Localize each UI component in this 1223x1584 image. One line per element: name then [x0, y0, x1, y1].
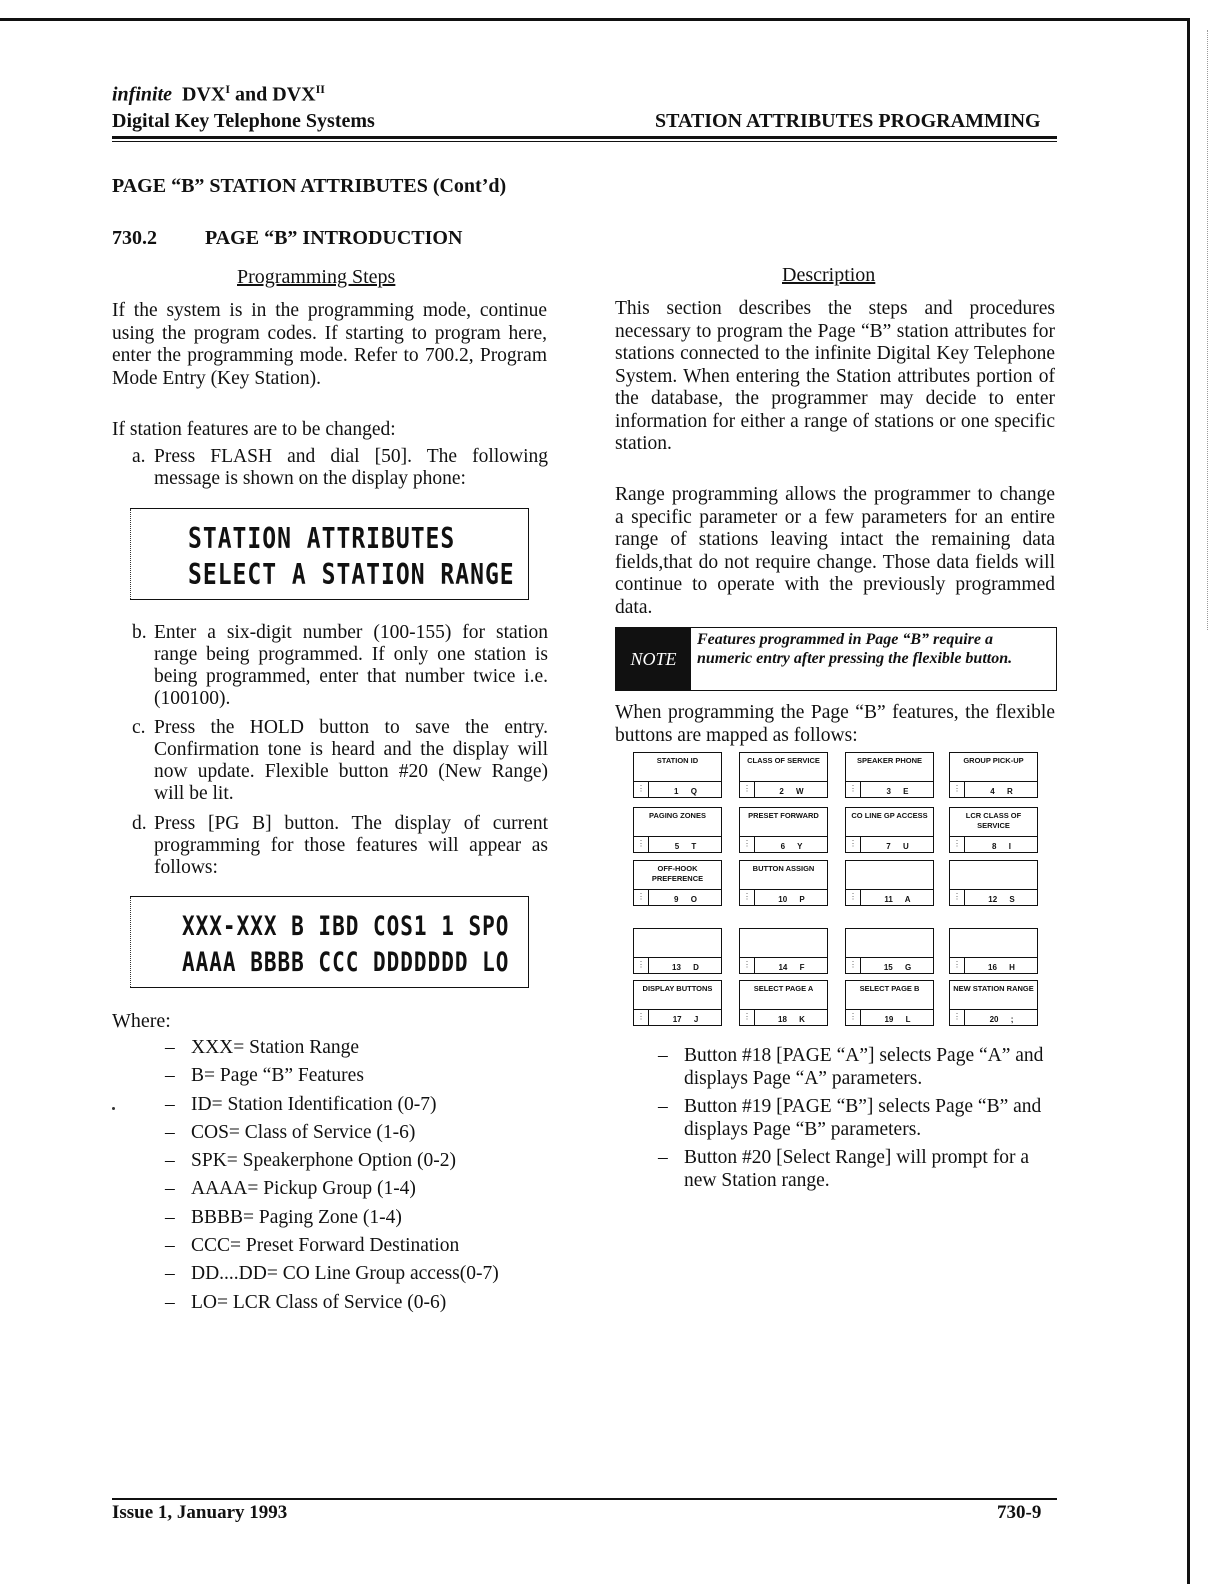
- flex-button-key-row: [950, 957, 1037, 973]
- flex-button-number: 7 U: [886, 842, 909, 851]
- led-lamp-icon: ⋮: [846, 890, 861, 905]
- flex-button-7: [845, 807, 934, 853]
- flex-button-number: 17 J: [672, 1015, 699, 1024]
- flex-button-label: PRESET FORWARD: [748, 811, 819, 820]
- lcd-display-1: [130, 508, 529, 600]
- button-notes: [658, 1045, 1058, 1198]
- lcd-1-line-1: STATION ATTRIBUTES: [188, 523, 456, 556]
- flex-button-label: CO LINE GP ACCESS: [851, 811, 928, 820]
- flex-button-label: BUTTON ASSIGN: [752, 864, 815, 873]
- where-item: – ID= Station Identification (0-7): [165, 1093, 437, 1115]
- flex-button-number: 19 L: [884, 1015, 911, 1024]
- flex-button-number: 15 G: [883, 963, 912, 972]
- led-lamp-icon: ⋮: [634, 1010, 649, 1025]
- flex-button-number: 20 ;: [989, 1015, 1014, 1024]
- where-item: – SPK= Speakerphone Option (0-2): [165, 1150, 457, 1172]
- flex-button-label: OFF-HOOK PREFERENCE: [651, 864, 704, 883]
- where-label: Where:: [112, 1010, 171, 1032]
- led-lamp-icon: ⋮: [740, 1010, 755, 1025]
- led-lamp-icon: ⋮: [634, 958, 649, 973]
- model-name: DVX: [182, 83, 226, 106]
- button-note-item: – Button #19 [PAGE “B”] selects Page “B” and displays Page “B” parameters.: [658, 1096, 1042, 1140]
- flex-button-9: [633, 860, 722, 906]
- flex-button-label: SPEAKER PHONE: [856, 756, 922, 765]
- flex-button-19: [845, 980, 934, 1026]
- header-product: [112, 82, 325, 107]
- header-rule-thin: [112, 141, 1057, 142]
- where-list: [165, 1037, 499, 1320]
- scan-edge-marks: [1207, 30, 1210, 630]
- flex-button-key-row: [950, 836, 1037, 852]
- flex-button-15: [845, 928, 934, 974]
- flex-button-label: NEW STATION RANGE: [953, 984, 1034, 993]
- led-lamp-icon: ⋮: [950, 890, 965, 905]
- flex-button-number: 3 E: [886, 787, 909, 796]
- page-border-top: [0, 18, 1190, 21]
- step-b-label: b.: [132, 622, 147, 643]
- flex-button-label: SELECT PAGE B: [859, 984, 920, 993]
- flex-button-number: 8 I: [992, 842, 1011, 851]
- flex-button-number: 11 A: [884, 895, 911, 904]
- flex-button-number: 13 D: [672, 963, 699, 972]
- flex-button-5: [633, 807, 722, 853]
- flex-button-10: [739, 860, 828, 906]
- where-item: – LO= LCR Class of Service (0-6): [165, 1291, 447, 1313]
- flex-button-number: 16 H: [988, 963, 1015, 972]
- flex-button-key-row: [740, 1009, 827, 1025]
- led-lamp-icon: ⋮: [950, 1010, 965, 1025]
- flex-button-key-row: [634, 889, 721, 905]
- led-lamp-icon: ⋮: [950, 782, 965, 797]
- section-title: PAGE “B” STATION ATTRIBUTES (Cont’d): [112, 175, 507, 197]
- where-item: – BBBB= Paging Zone (1-4): [165, 1206, 402, 1228]
- flex-button-number: 6 Y: [780, 842, 803, 851]
- note-text: Features programmed in Page “B” require a numeric entry after pressing the flexible button.: [697, 631, 1013, 667]
- flex-button-key-row: [740, 836, 827, 852]
- led-lamp-icon: ⋮: [846, 1010, 861, 1025]
- footer-page-number: 730-9: [997, 1502, 1042, 1523]
- flex-button-label: PAGING ZONES: [649, 811, 706, 820]
- flex-button-key-row: [950, 781, 1037, 797]
- flex-button-number: 12 S: [988, 895, 1015, 904]
- step-d-label: d.: [132, 813, 147, 834]
- flex-button-13: [633, 928, 722, 974]
- led-lamp-icon: ⋮: [634, 890, 649, 905]
- flex-button-6: [739, 807, 828, 853]
- brand-name: infinite: [112, 83, 173, 106]
- footer-rule: [112, 1498, 1057, 1500]
- step-c-label: c.: [132, 717, 146, 738]
- lcd-2-line-2: AAAA BBBB CCC DDDDDDD LO: [182, 947, 510, 977]
- flex-button-label: CLASS OF SERVICE: [747, 756, 820, 765]
- flex-button-8: [949, 807, 1038, 853]
- flex-button-3: [845, 752, 934, 798]
- flex-button-label: SELECT PAGE A: [753, 984, 814, 993]
- flex-button-number: 9 O: [674, 895, 697, 904]
- if-changed-text: If station features are to be changed:: [112, 419, 396, 440]
- flex-button-2: [739, 752, 828, 798]
- description-paragraph-2: Range programming allows the programmer to change a specific parameter or a few parameters for an entire range of stations leaving intact the remaining data fields,that do not require change. Those data fields will continue to operate with the previously programmed data.: [615, 484, 1055, 618]
- description-paragraph-1: This section describes the steps and procedures necessary to program the Page “B” station attributes for stations connected to the infinite Digital Key Telephone System. When entering the Station attributes portion of the database, the programmer may decide to enter information for either a range of stations or one specific station.: [615, 298, 1055, 454]
- model-sup-2: II: [315, 82, 325, 96]
- flex-button-number: 5 T: [674, 842, 697, 851]
- flex-button-label: DISPLAY BUTTONS: [642, 984, 713, 993]
- led-lamp-icon: ⋮: [740, 890, 755, 905]
- flex-button-key-row: [950, 1009, 1037, 1025]
- lcd-1-line-2: SELECT A STATION RANGE: [188, 559, 515, 592]
- flex-button-14: [739, 928, 828, 974]
- flex-button-number: 4 R: [990, 787, 1013, 796]
- flex-button-key-row: [634, 957, 721, 973]
- led-lamp-icon: ⋮: [846, 958, 861, 973]
- flex-button-18: [739, 980, 828, 1026]
- lcd-display-2: [130, 896, 529, 988]
- flex-button-key-row: [950, 889, 1037, 905]
- flex-button-number: 1 Q: [674, 787, 697, 796]
- flex-button-key-row: [634, 1009, 721, 1025]
- led-lamp-icon: ⋮: [846, 782, 861, 797]
- led-lamp-icon: ⋮: [634, 782, 649, 797]
- flex-button-key-row: [846, 889, 933, 905]
- flex-button-12: [949, 860, 1038, 906]
- flex-button-key-row: [740, 781, 827, 797]
- flex-button-number: 14 F: [778, 963, 805, 972]
- step-c-text: Press the HOLD button to save the entry. Confirmation tone is heard and the display will now update. Flexible button #20 (New Range) will be lit.: [154, 717, 548, 804]
- header-section: STATION ATTRIBUTES PROGRAMMING: [655, 110, 1041, 132]
- description-heading: Description: [782, 264, 876, 286]
- where-item: – CCC= Preset Forward Destination: [165, 1235, 460, 1257]
- where-item: – COS= Class of Service (1-6): [165, 1121, 416, 1143]
- lcd-2-left-edge: [130, 897, 132, 987]
- flex-button-4: [949, 752, 1038, 798]
- flex-button-key-row: [634, 836, 721, 852]
- note-box: [615, 627, 1057, 691]
- lcd-1-left-edge: [130, 509, 132, 599]
- led-lamp-icon: ⋮: [950, 958, 965, 973]
- flex-button-number: 18 K: [778, 1015, 805, 1024]
- where-item: – DD....DD= CO Line Group access(0-7): [165, 1263, 499, 1285]
- header-subtitle: Digital Key Telephone Systems: [112, 110, 375, 132]
- flex-button-11: [845, 860, 934, 906]
- flex-button-17: [633, 980, 722, 1026]
- button-note-item: – Button #20 [Select Range] will prompt for a new Station range.: [658, 1147, 1029, 1191]
- subsection-number: 730.2: [112, 227, 157, 249]
- flex-button-20: [949, 980, 1038, 1026]
- flex-button-key-row: [846, 1009, 933, 1025]
- step-b-text: Enter a six-digit number (100-155) for station range being programmed. If only one station is being programmed, enter that number twice i.e. (100100).: [154, 622, 548, 709]
- led-lamp-icon: ⋮: [634, 837, 649, 852]
- intro-paragraph: If the system is in the programming mode, continue using the program codes. If starting to program here, enter the programming mode. Refer to 700.2, Program Mode Entry (Key Station).: [112, 300, 547, 389]
- led-lamp-icon: ⋮: [740, 837, 755, 852]
- programming-steps-heading: Programming Steps: [237, 266, 396, 288]
- flex-button-label: LCR CLASS OF SERVICE: [965, 811, 1022, 830]
- flex-button-key-row: [846, 781, 933, 797]
- step-a-label: a.: [132, 446, 146, 467]
- led-lamp-icon: ⋮: [950, 837, 965, 852]
- page-border-right: [1187, 18, 1190, 1584]
- footer-issue: Issue 1, January 1993: [112, 1502, 288, 1523]
- subsection-title: PAGE “B” INTRODUCTION: [205, 227, 463, 249]
- flex-button-key-row: [846, 836, 933, 852]
- description-paragraph-3: When programming the Page “B” features, the flexible buttons are mapped as follows:: [615, 702, 1055, 746]
- lcd-2-line-1: XXX-XXX B IBD COS1 1 SPO: [182, 911, 510, 941]
- led-lamp-icon: ⋮: [846, 837, 861, 852]
- model-sup-1: I: [225, 82, 231, 96]
- step-a-text: Press FLASH and dial [50]. The following message is shown on the display phone:: [154, 446, 548, 489]
- where-item: – XXX= Station Range: [165, 1037, 360, 1058]
- flex-button-16: [949, 928, 1038, 974]
- model-and: and DVX: [235, 83, 316, 106]
- flex-button-label: STATION ID: [656, 756, 699, 765]
- led-lamp-icon: ⋮: [740, 958, 755, 973]
- flex-button-label: GROUP PICK-UP: [963, 756, 1024, 765]
- stray-mark: [112, 1107, 115, 1110]
- header-rule: [112, 136, 1057, 139]
- flex-button-key-row: [846, 957, 933, 973]
- button-note-item: – Button #18 [PAGE “A”] selects Page “A” and displays Page “A” parameters.: [658, 1045, 1044, 1089]
- flex-button-key-row: [740, 957, 827, 973]
- step-d-text: Press [PG B] button. The display of current programming for those features will appear as follows:: [154, 813, 548, 878]
- flex-button-key-row: [740, 889, 827, 905]
- led-lamp-icon: ⋮: [740, 782, 755, 797]
- flex-button-number: 10 P: [778, 895, 805, 904]
- flex-button-key-row: [634, 781, 721, 797]
- note-tag: NOTE: [616, 628, 691, 690]
- flex-button-number: 2 W: [779, 787, 804, 796]
- flex-button-1: [633, 752, 722, 798]
- where-item: – AAAA= Pickup Group (1-4): [165, 1178, 416, 1200]
- where-item: – B= Page “B” Features: [165, 1065, 364, 1087]
